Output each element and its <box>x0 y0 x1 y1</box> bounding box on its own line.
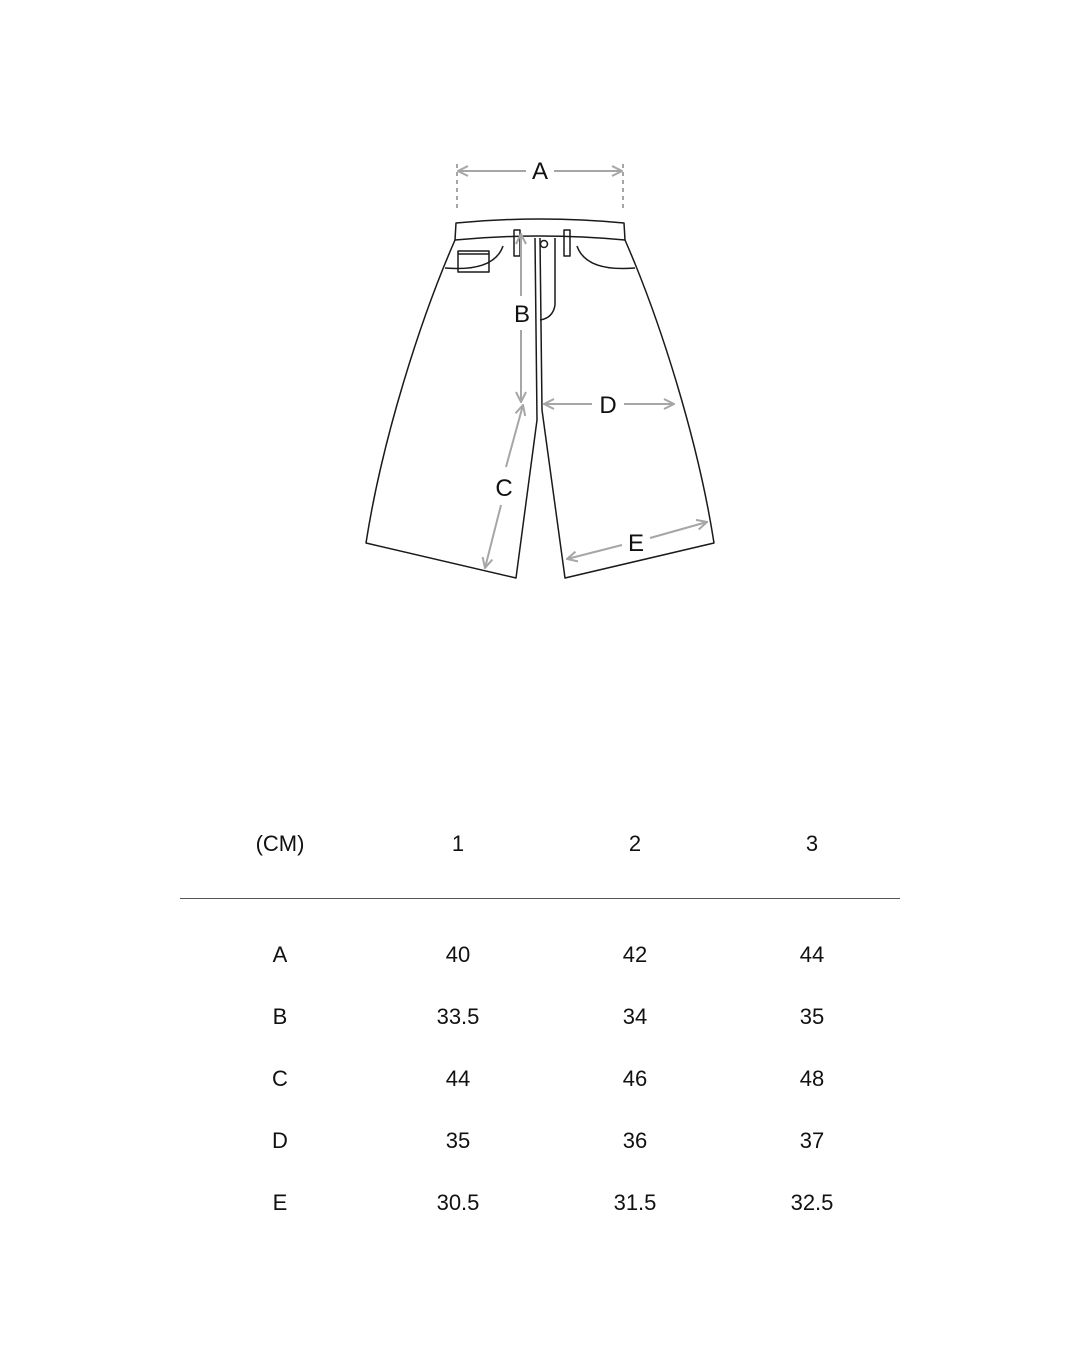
table-cell: 32.5 <box>790 1190 834 1215</box>
table-cell: 42 <box>622 942 648 967</box>
table-cell: 36 <box>622 1128 648 1153</box>
label-e: E <box>627 530 645 557</box>
belt-loop-right <box>564 230 570 256</box>
label-d: D <box>599 392 617 419</box>
size-header: 1 <box>451 831 465 856</box>
table-cell: 31.5 <box>613 1190 657 1215</box>
size-header: 2 <box>628 831 642 856</box>
left-pocket <box>445 246 503 269</box>
unit-label: (CM) <box>255 831 305 856</box>
table-row <box>180 997 900 1037</box>
label-b: B <box>513 301 531 328</box>
table-row <box>180 935 900 975</box>
button <box>541 241 548 248</box>
table-cell: 34 <box>622 1004 648 1029</box>
waistband <box>455 219 625 240</box>
row-label: A <box>272 942 288 967</box>
table-cell: 40 <box>445 942 471 967</box>
belt-loop-left <box>514 230 520 256</box>
table-cell: 30.5 <box>436 1190 480 1215</box>
table-cell: 37 <box>799 1128 825 1153</box>
table-header <box>180 824 900 864</box>
label-a: A <box>531 158 549 185</box>
table-cell: 46 <box>622 1066 648 1091</box>
size-header: 3 <box>805 831 819 856</box>
row-label: D <box>272 1128 288 1153</box>
table-row <box>180 1059 900 1099</box>
table-cell: 44 <box>799 942 825 967</box>
shorts-outline <box>366 219 714 578</box>
header-divider <box>180 898 900 899</box>
table-cell: 44 <box>445 1066 471 1091</box>
right-pocket <box>577 246 635 269</box>
left-leg <box>366 238 537 578</box>
row-label: B <box>272 1004 288 1029</box>
fly-stitch <box>540 238 555 320</box>
label-c: C <box>495 475 513 502</box>
table-row <box>180 1121 900 1161</box>
row-label: C <box>272 1066 288 1091</box>
table-cell: 48 <box>799 1066 825 1091</box>
table-cell: 33.5 <box>436 1004 480 1029</box>
table-row <box>180 1183 900 1223</box>
table-cell: 35 <box>799 1004 825 1029</box>
table-cell: 35 <box>445 1128 471 1153</box>
row-label: E <box>272 1190 288 1215</box>
